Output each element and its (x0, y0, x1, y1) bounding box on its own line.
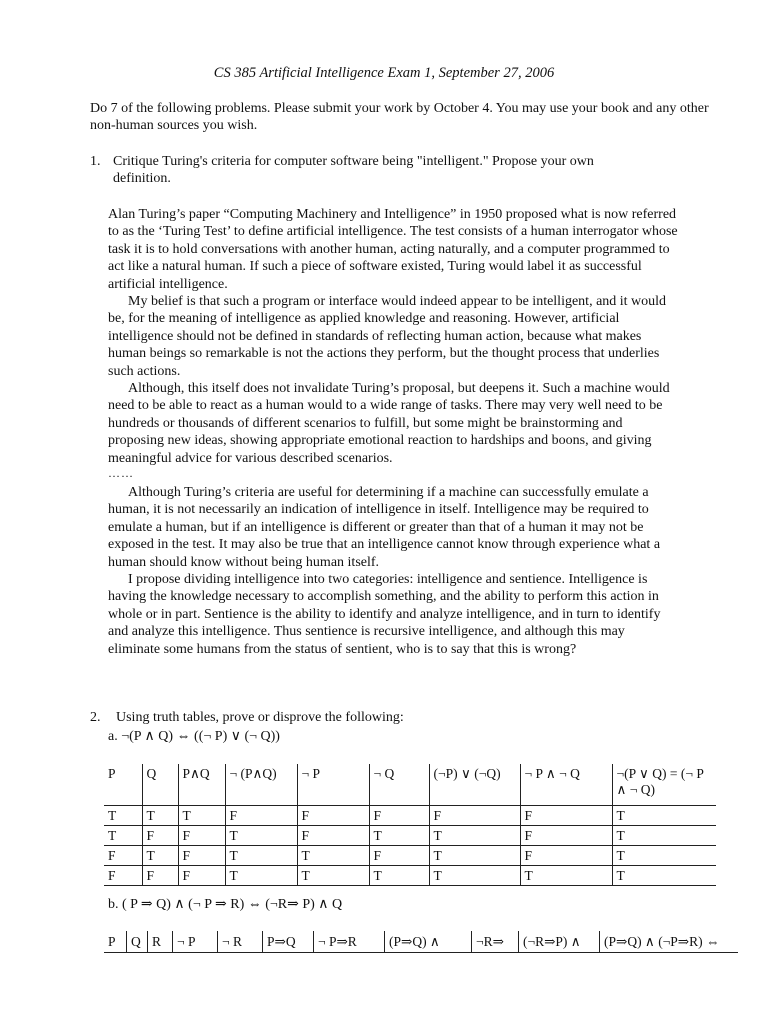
cell: T (520, 866, 612, 886)
ellipsis-marker: …… (108, 466, 134, 480)
question-1-number: 1. (90, 154, 101, 169)
cell: T (612, 846, 716, 866)
exam-title: CS 385 Artificial Intelligence Exam 1, September 27, 2006 (213, 65, 555, 81)
cell: T (225, 846, 297, 866)
truth-table-b-header (104, 931, 738, 953)
cell: T (225, 826, 297, 846)
cell: F (178, 826, 225, 846)
question-2-number: 2. (90, 710, 101, 725)
header-cell: (¬P) ∨ (¬Q) (429, 764, 520, 806)
header-cell: P∧Q (178, 764, 225, 806)
header-cell: (¬R⇒P) ∧ (519, 931, 600, 953)
answer-paragraph: Alan Turing’s paper “Computing Machinery and Intelligence” in 1950 proposed what is now referred to as the ‘Turing Test’ to define artificial intelligence. The test consists of a human interrogator whose task it is to hold conversations with another human, acting naturally, and a computer programmed to act like a natural human. If such a piece of software existed, Turing would label it as successful artificial intelligence. (108, 207, 678, 292)
header-cell: Q (142, 764, 178, 806)
cell: T (429, 846, 520, 866)
cell: T (225, 866, 297, 886)
header-cell: P (108, 766, 116, 781)
cell: F (104, 866, 142, 886)
header-cell: P⇒Q (263, 931, 314, 953)
header-cell: R (148, 931, 173, 953)
answer-paragraph: I propose dividing intelligence into two categories: intelligence and sentience. Intelligence is having the knowledge necessary to accomplish something, and the ability to perform this action in whole or in part. Sentience is the ability to identify and analyze intelligence, and in turn to identify and analyze this intelligence. Thus sentience is recursive intelligence, and although this may eliminate some humans from the status of sentient, who is to say that this is wrong? (108, 572, 661, 657)
cell: F (178, 846, 225, 866)
header-cell: ¬R⇒ (472, 931, 519, 953)
cell: T (369, 866, 429, 886)
header-cell: P (104, 931, 127, 953)
header-cell: ¬ P (297, 764, 369, 806)
cell: T (612, 826, 716, 846)
cell: F (520, 826, 612, 846)
question-2a: a. ¬(P ∧ Q) ⇔ ((¬ P) ∨ (¬ Q)) (108, 729, 280, 744)
answer-paragraph: Although, this itself does not invalidate Turing’s proposal, but deepens it. Such a machine would need to be able to react as a human would to a wide range of tasks. There may very well need to be hundreds or thousands of different scenarios to fulfill, but some might be brainstorming and proposing new ideas, showing appropriate emotional reaction to hardships and boons, and giving meaningful advice for various described scenarios. (108, 381, 670, 466)
cell: F (104, 846, 142, 866)
header-cell: ¬(P ∨ Q) = (¬ P ∧ ¬ Q) (612, 764, 716, 806)
cell: T (429, 866, 520, 886)
cell: F (520, 846, 612, 866)
question-2b: b. ( P ⇒ Q) ∧ (¬ P ⇒ R) ⇔ (¬R⇒ P) ∧ Q (108, 897, 343, 912)
instructions: Do 7 of the following problems. Please submit your work by October 4. You may use your book and any other non-human sources you wish. (90, 101, 709, 134)
header-cell: ¬ P⇒R (314, 931, 385, 953)
cell: F (520, 806, 612, 826)
table-row (104, 866, 716, 886)
cell: F (297, 826, 369, 846)
question-2 (90, 709, 404, 726)
header-cell: ¬ (P∧Q) (225, 764, 297, 806)
header-cell: (P⇒Q) ∧ (385, 931, 472, 953)
table-row (104, 846, 716, 866)
question-1-prompt: Critique Turing's criteria for computer software being "intelligent." Propose your own definition. (113, 154, 594, 187)
table-row (104, 806, 716, 826)
header-cell: ¬ R (218, 931, 263, 953)
header-cell: ¬ Q (369, 764, 429, 806)
cell: F (178, 866, 225, 886)
cell: T (104, 806, 142, 826)
header-cell: ¬ P ∧ ¬ Q (520, 764, 612, 806)
cell: F (142, 866, 178, 886)
cell: T (612, 806, 716, 826)
truth-table-a (104, 764, 716, 886)
answer-1-part-1 (108, 206, 680, 467)
cell: F (429, 806, 520, 826)
table-row (104, 826, 716, 846)
cell: F (225, 806, 297, 826)
cell: T (612, 866, 716, 886)
question-2-prompt: Using truth tables, prove or disprove the following: (116, 710, 404, 725)
answer-paragraph: My belief is that such a program or interface would indeed appear to be intelligent, and it would be, for the meaning of intelligence as applied knowledge and reasoning. However, artificial intelligence should not be defined in standards of reflecting human action, because what makes human beings so remarkable is not the actions they perform, but the thought process that underlies such actions. (108, 294, 667, 379)
cell: F (369, 806, 429, 826)
truth-table-header (104, 764, 716, 806)
answer-paragraph: Although Turing’s criteria are useful for determining if a machine can successfully emulate a human, it is not necessarily an indication of intelligence in itself. Intelligence may be required to emulate a human, but if an intelligence is different or greater than that of a human it may not be exposed in the test. It may also be true that an intelligence cannot know through experience what a human should know without being human itself. (108, 485, 661, 570)
cell: T (429, 826, 520, 846)
cell: T (142, 806, 178, 826)
cell: T (297, 866, 369, 886)
cell: F (142, 826, 178, 846)
cell: T (142, 846, 178, 866)
header-cell: Q (127, 931, 148, 953)
cell: F (297, 806, 369, 826)
cell: F (369, 846, 429, 866)
cell: T (297, 846, 369, 866)
answer-1-part-2 (108, 484, 680, 658)
truth-table-b (104, 931, 738, 953)
header-cell: (P⇒Q) ∧ (¬P⇒R) ⇔ (600, 931, 739, 953)
cell: T (369, 826, 429, 846)
cell: T (104, 826, 142, 846)
cell: T (178, 806, 225, 826)
header-cell: ¬ P (173, 931, 218, 953)
